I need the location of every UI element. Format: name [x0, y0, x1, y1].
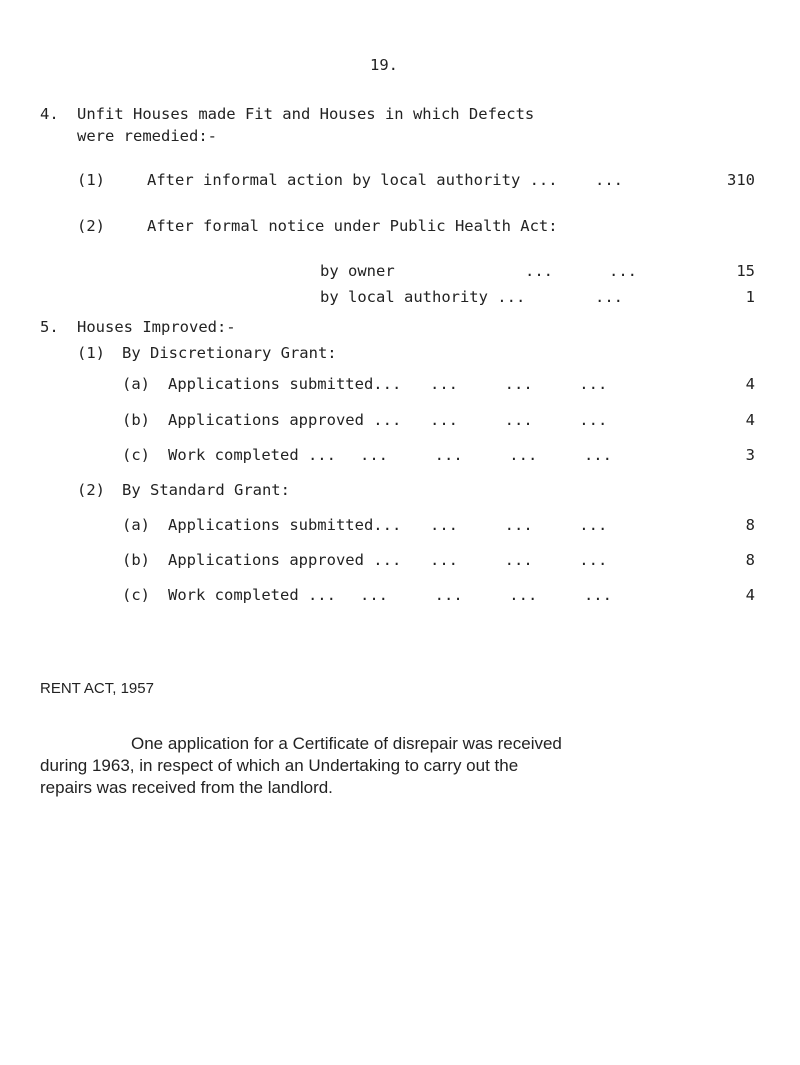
section-4-heading-line1: Unfit Houses made Fit and Houses in which Defects: [77, 105, 535, 123]
item-1-value: 310: [727, 171, 755, 189]
standard-row-c-text: Work completed ...: [168, 586, 336, 604]
standard-row-b-text: Applications approved ...: [168, 551, 402, 569]
standard-label: (2): [77, 481, 105, 499]
standard-row-c-value: 4: [745, 586, 755, 604]
by-owner-dots: ... ...: [525, 262, 637, 280]
standard-text: By Standard Grant:: [122, 481, 290, 499]
rent-act-para-line1: One application for a Certificate of disrepair was received: [131, 734, 562, 753]
by-owner-text: by owner: [320, 262, 395, 280]
rent-act-para-line3: repairs was received from the landlord.: [40, 778, 333, 797]
discretionary-row-b-value: 4: [745, 411, 755, 429]
section-5-heading: Houses Improved:-: [77, 318, 236, 336]
rent-act-para-line2: during 1963, in respect of which an Undertaking to carry out the: [40, 756, 519, 775]
page-number: 19.: [370, 56, 398, 74]
by-owner-value: 15: [736, 262, 755, 280]
standard-row-c-label: (c): [122, 586, 150, 604]
section-4-heading-line2: were remedied:-: [77, 127, 217, 145]
discretionary-label: (1): [77, 344, 105, 362]
section-4-number: 4.: [40, 105, 59, 123]
discretionary-row-c-text: Work completed ...: [168, 446, 336, 464]
standard-row-b-value: 8: [745, 551, 755, 569]
by-local-authority-text: by local authority ...: [320, 288, 526, 306]
discretionary-row-c-dots: ... ... ... ...: [360, 446, 612, 464]
discretionary-row-a-label: (a): [122, 375, 150, 393]
discretionary-row-a-text: Applications submitted...: [168, 375, 402, 393]
discretionary-row-b-dots: ... ... ...: [430, 411, 608, 429]
by-local-authority-value: 1: [745, 288, 755, 306]
standard-row-a-dots: ... ... ...: [430, 516, 608, 534]
standard-row-a-label: (a): [122, 516, 150, 534]
section-5-number: 5.: [40, 318, 59, 336]
by-local-authority-dots: ...: [595, 288, 623, 306]
discretionary-row-b-text: Applications approved ...: [168, 411, 402, 429]
item-1-label: (1): [77, 171, 105, 189]
discretionary-row-b-label: (b): [122, 411, 150, 429]
discretionary-text: By Discretionary Grant:: [122, 344, 337, 362]
rent-act-heading: RENT ACT, 1957: [40, 680, 154, 697]
item-1-text: After informal action by local authority ...: [147, 171, 558, 189]
item-1-dots: ...: [595, 171, 623, 189]
standard-row-c-dots: ... ... ... ...: [360, 586, 612, 604]
item-2-label: (2): [77, 217, 105, 235]
discretionary-row-c-value: 3: [745, 446, 755, 464]
discretionary-row-c-label: (c): [122, 446, 150, 464]
standard-row-b-dots: ... ... ...: [430, 551, 608, 569]
standard-row-a-value: 8: [745, 516, 755, 534]
discretionary-row-a-dots: ... ... ...: [430, 375, 608, 393]
item-2-text: After formal notice under Public Health Act:: [147, 217, 558, 235]
standard-row-b-label: (b): [122, 551, 150, 569]
standard-row-a-text: Applications submitted...: [168, 516, 402, 534]
discretionary-row-a-value: 4: [745, 375, 755, 393]
